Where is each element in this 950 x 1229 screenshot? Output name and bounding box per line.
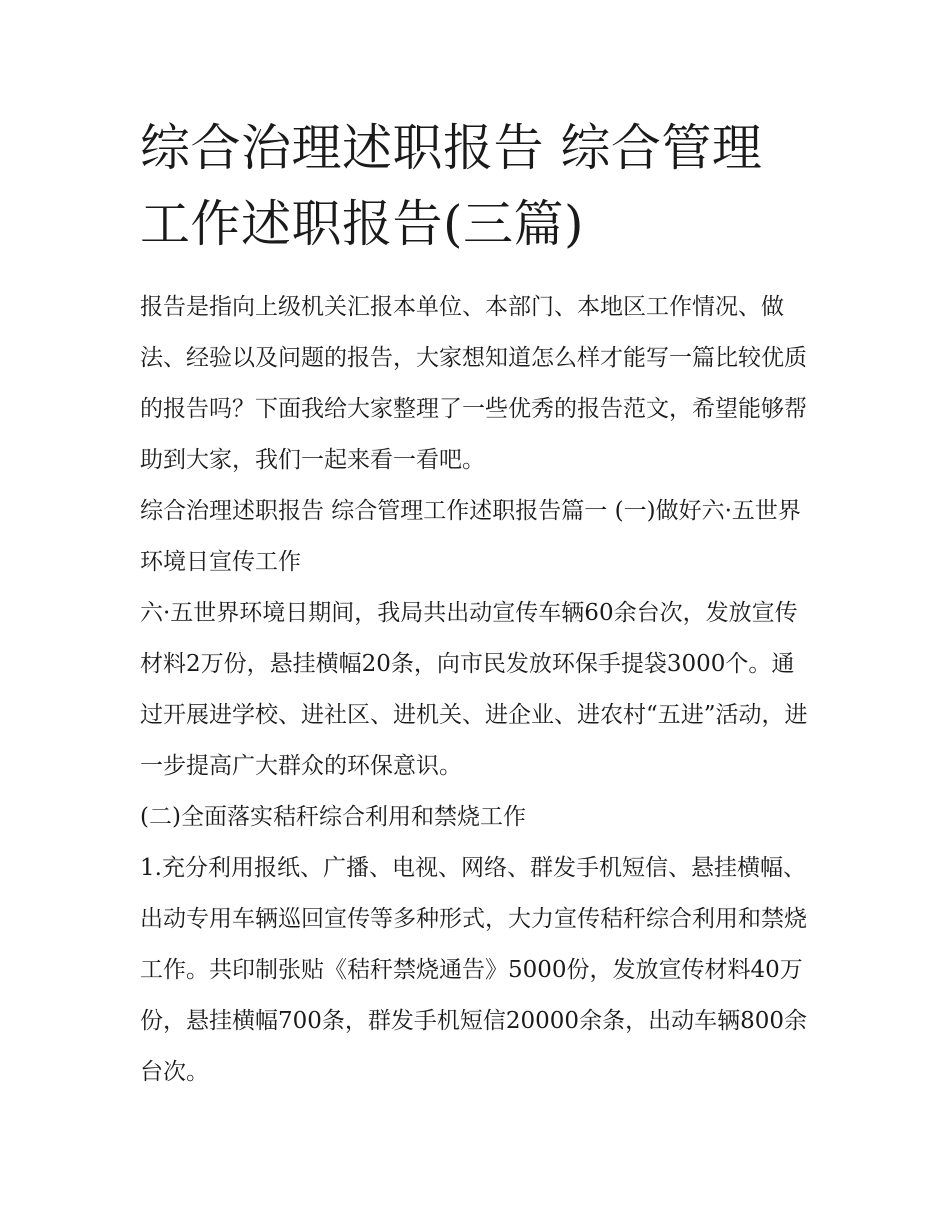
section-heading-2: (二)全面落实秸秆综合利用和禁烧工作 [140, 804, 526, 830]
environment-day-paragraph: 六·五世界环境日期间，我局共出动宣传车辆60余台次，发放宣传材料2万份，悬挂横幅20条，向市民发放环保手提袋3000个。通过开展进学校、进社区、进机关、进企业、进农村“五进”活动，进一步提高广大群众的环保意识。 [140, 600, 808, 779]
document-page [140, 110, 815, 1098]
straw-burning-paragraph: 1.充分利用报纸、广播、电视、网络、群发手机短信、悬挂横幅、出动专用车辆巡回宣传等多种形式，大力宣传秸秆综合利用和禁烧工作。共印制张贴《秸秆禁烧通告》5000份，发放宣传材料40万份，悬挂横幅700条，群发手机短信20000余条，出动车辆800余台次。 [140, 855, 807, 1085]
document-title: 综合治理述职报告 综合管理工作述职报告(三篇) [140, 119, 763, 253]
intro-paragraph: 报告是指向上级机关汇报本单位、本部门、本地区工作情况、做法、经验以及问题的报告，大家想知道怎么样才能写一篇比较优质的报告吗？下面我给大家整理了一些优秀的报告范文，希望能够帮助到大家，我们一起来看一看吧。 [140, 294, 807, 473]
section-heading-1: 综合治理述职报告 综合管理工作述职报告篇一 (一)做好六·五世界环境日宣传工作 [140, 498, 801, 575]
